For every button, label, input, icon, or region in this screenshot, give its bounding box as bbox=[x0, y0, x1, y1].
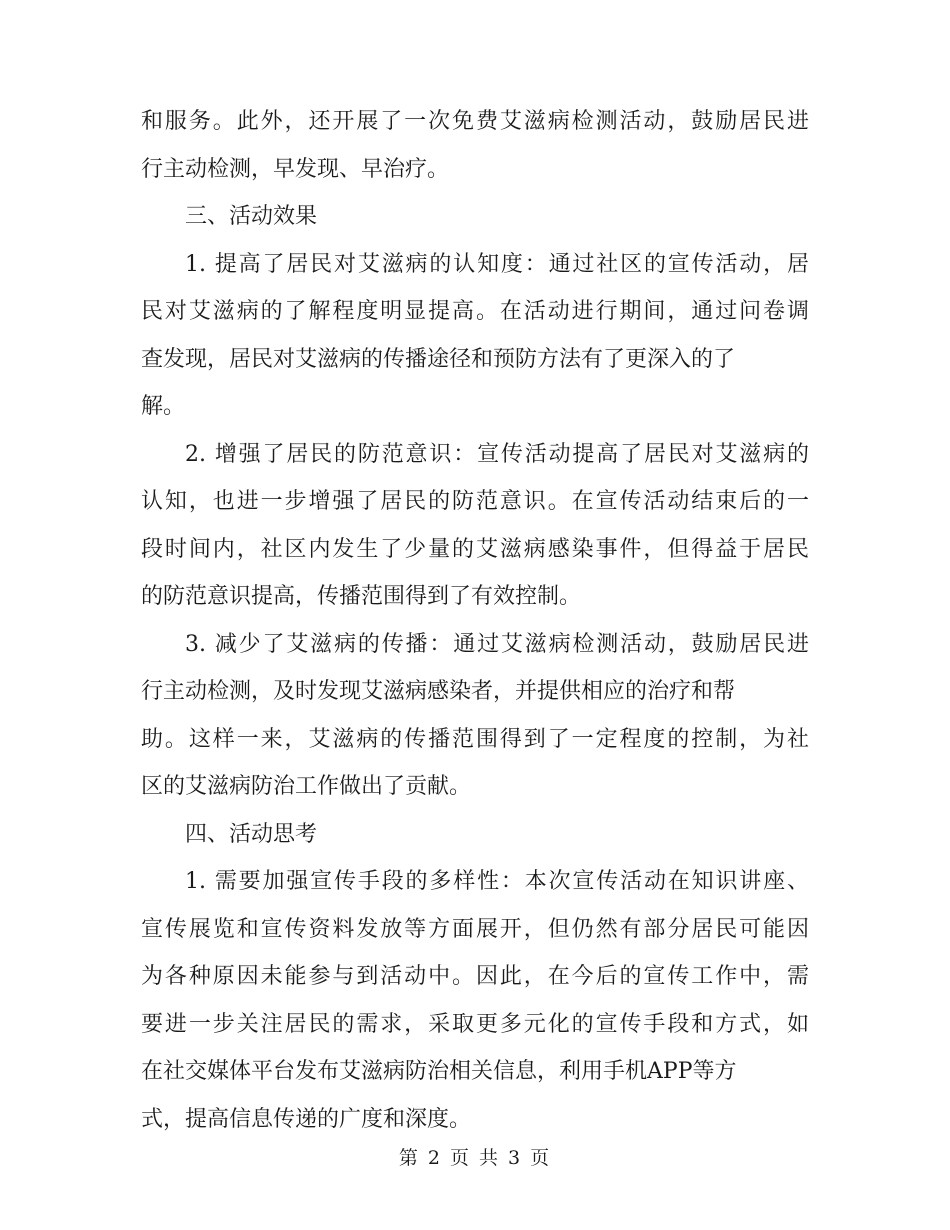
text-line: 的防范意识提高，传播范围得到了有效控制。 bbox=[141, 584, 582, 609]
page-number-footer: 第 2 页 共 3 页 bbox=[398, 1147, 552, 1169]
section-heading: 四、活动思考 bbox=[185, 821, 318, 847]
text-line: 助。这样一来，艾滋病的传播范围得到了一定程度的控制，为社 bbox=[141, 726, 809, 752]
text-line: 和服务。此外，还开展了一次免费艾滋病检测活动，鼓励居民进 bbox=[141, 109, 809, 134]
text-line: 要进一步关注居民的需求，采取更多元化的宣传手段和方式，如 bbox=[141, 1011, 809, 1037]
text-line: 行主动检测，及时发现艾滋病感染者，并提供相应的治疗和帮 bbox=[141, 679, 736, 704]
text-line: 1. 需要加强宣传手段的多样性：本次宣传活动在知识讲座、 bbox=[185, 869, 809, 894]
text-line: 段时间内，社区内发生了少量的艾滋病感染事件，但得益于居民 bbox=[141, 536, 809, 562]
text-line: 解。 bbox=[141, 394, 186, 419]
text-line: 1. 提高了居民对艾滋病的认知度：通过社区的宣传活动，居 bbox=[185, 251, 809, 277]
text-line: 宣传展览和宣传资料发放等方面展开，但仍然有部分居民可能因 bbox=[141, 916, 809, 942]
text-line: 行主动检测，早发现、早治疗。 bbox=[141, 156, 450, 182]
text-line: 在社交媒体平台发布艾滋病防治相关信息，利用手机APP等方 bbox=[141, 1059, 737, 1084]
text-line: 查发现，居民对艾滋病的传播途径和预防方法有了更深入的了 bbox=[141, 346, 736, 372]
text-line: 3. 减少了艾滋病的传播：通过艾滋病检测活动，鼓励居民进 bbox=[185, 631, 809, 657]
text-line: 式，提高信息传递的广度和深度。 bbox=[141, 1106, 472, 1132]
document-body bbox=[141, 98, 809, 1143]
section-heading: 三、活动效果 bbox=[185, 204, 318, 229]
text-line: 为各种原因未能参与到活动中。因此，在今后的宣传工作中，需 bbox=[141, 964, 809, 989]
text-line: 民对艾滋病的了解程度明显提高。在活动进行期间，通过问卷调 bbox=[141, 299, 809, 324]
text-line: 认知，也进一步增强了居民的防范意识。在宣传活动结束后的一 bbox=[141, 489, 809, 514]
text-line: 区的艾滋病防治工作做出了贡献。 bbox=[141, 774, 472, 799]
text-line: 2. 增强了居民的防范意识：宣传活动提高了居民对艾滋病的 bbox=[185, 441, 809, 467]
